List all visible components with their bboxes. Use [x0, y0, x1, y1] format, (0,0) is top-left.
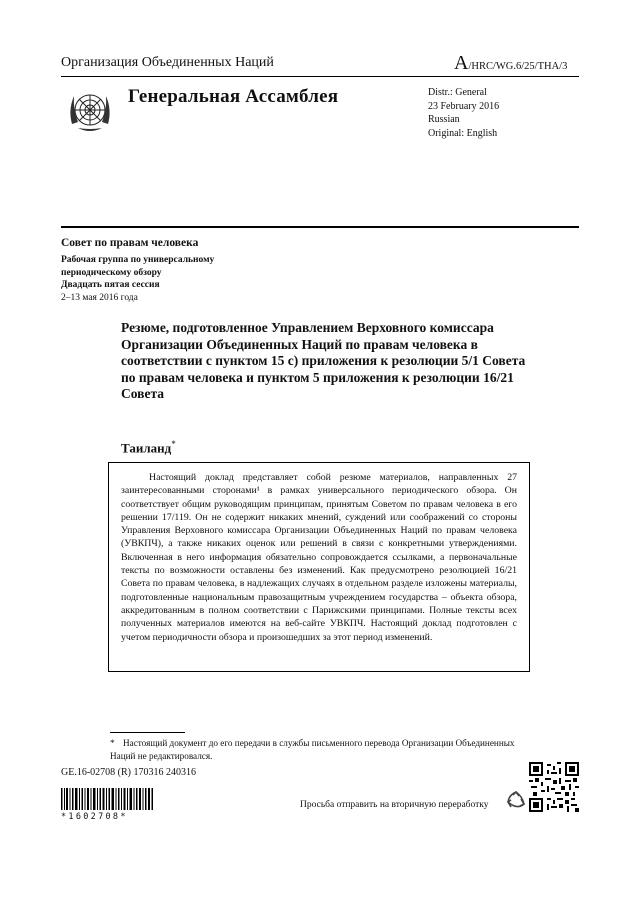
- summary-box: [108, 462, 530, 672]
- document-number: GE.16-02708 (R) 170316 240316: [61, 767, 196, 778]
- council-name: Совет по правам человека: [61, 237, 199, 249]
- recycle-note: Просьба отправить на вторичную переработку: [300, 800, 489, 810]
- working-group-line-1: Рабочая группа по универсальному: [61, 255, 215, 265]
- document-title: Резюме, подготовленное Управлением Верховного комиссара Организации Объединенных Наций по правам человека в соответствии с пунктом 15 c) приложения к резолюции 5/1 Совета по правам человека и пунктом 5 приложения к резолюции 16/21 Совета: [121, 320, 526, 401]
- footnote-mark: *: [110, 738, 115, 748]
- footnote: [110, 737, 530, 762]
- symbol-letter: A: [454, 52, 469, 74]
- barcode-icon: [61, 788, 153, 810]
- country-footnote-mark: *: [171, 439, 176, 449]
- country-name: Таиланд: [121, 440, 172, 456]
- distribution-block: [428, 86, 499, 140]
- date-line: 23 February 2016: [428, 100, 500, 112]
- header-rule: [61, 76, 579, 77]
- footnote-rule: [110, 732, 185, 733]
- working-group-line-2: периодическому обзору: [61, 267, 162, 278]
- general-assembly-title: Генеральная Ассамблея: [128, 86, 339, 107]
- original-language-line: Original: English: [428, 127, 498, 139]
- summary-text: Настоящий доклад представляет собой резюме материалов, направленных 27 заинтересованными сторонами¹ в рамках универсального периодического обзора. Он соответствует общим руководящим принципам, принятым Советом по правам человека в его решении 17/119. Он не содержит никаких мнений, суждений или соображений со стороны Управления Верховного комиссара Организации Объединенных Наций по правам человека (УВКПЧ), а также никаких оценок или решений в связи с конкретными утверждениями. Включенная в него информация обязательно сопровождается ссылками, а первоначальные тексты по возможности оставлены без изменений. Как предусмотрено резолюцией 16/21 Совета по правам человека, в надлежащих случаях в отдельном разделе изложены материалы, подготовленные национальным правозащитным учреждением государства – объекта обзора, аккредитованным в полном соответствии с Парижскими принципами. Полные тексты всех полученных материалов имеются на веб-сайте УВКПЧ. Настоящий доклад подготовлен с учетом периодичности обзора и произошедших за этот период изменений.: [121, 472, 517, 643]
- footnote-text: Настоящий документ до его передачи в службы письменного перевода Организации Объединенных Наций не редактировался.: [110, 738, 515, 761]
- symbol-code: /HRC/WG.6/25/THA/3: [468, 61, 568, 72]
- distribution-line: Distr.: General: [428, 87, 487, 98]
- recycle-icon: [505, 790, 527, 812]
- language-line: Russian: [428, 114, 460, 125]
- session-dates: 2–13 мая 2016 года: [61, 292, 138, 303]
- barcode-digits: *1602708*: [61, 812, 128, 822]
- country-heading: [121, 439, 176, 456]
- un-emblem-icon: [64, 84, 116, 136]
- document-symbol: [454, 52, 567, 75]
- session-name: Двадцать пятая сессия: [61, 280, 160, 291]
- session-info: [61, 254, 214, 304]
- section-rule: [61, 226, 579, 228]
- organization-name: Организация Объединенных Наций: [61, 55, 274, 70]
- qr-code-icon: [529, 762, 579, 812]
